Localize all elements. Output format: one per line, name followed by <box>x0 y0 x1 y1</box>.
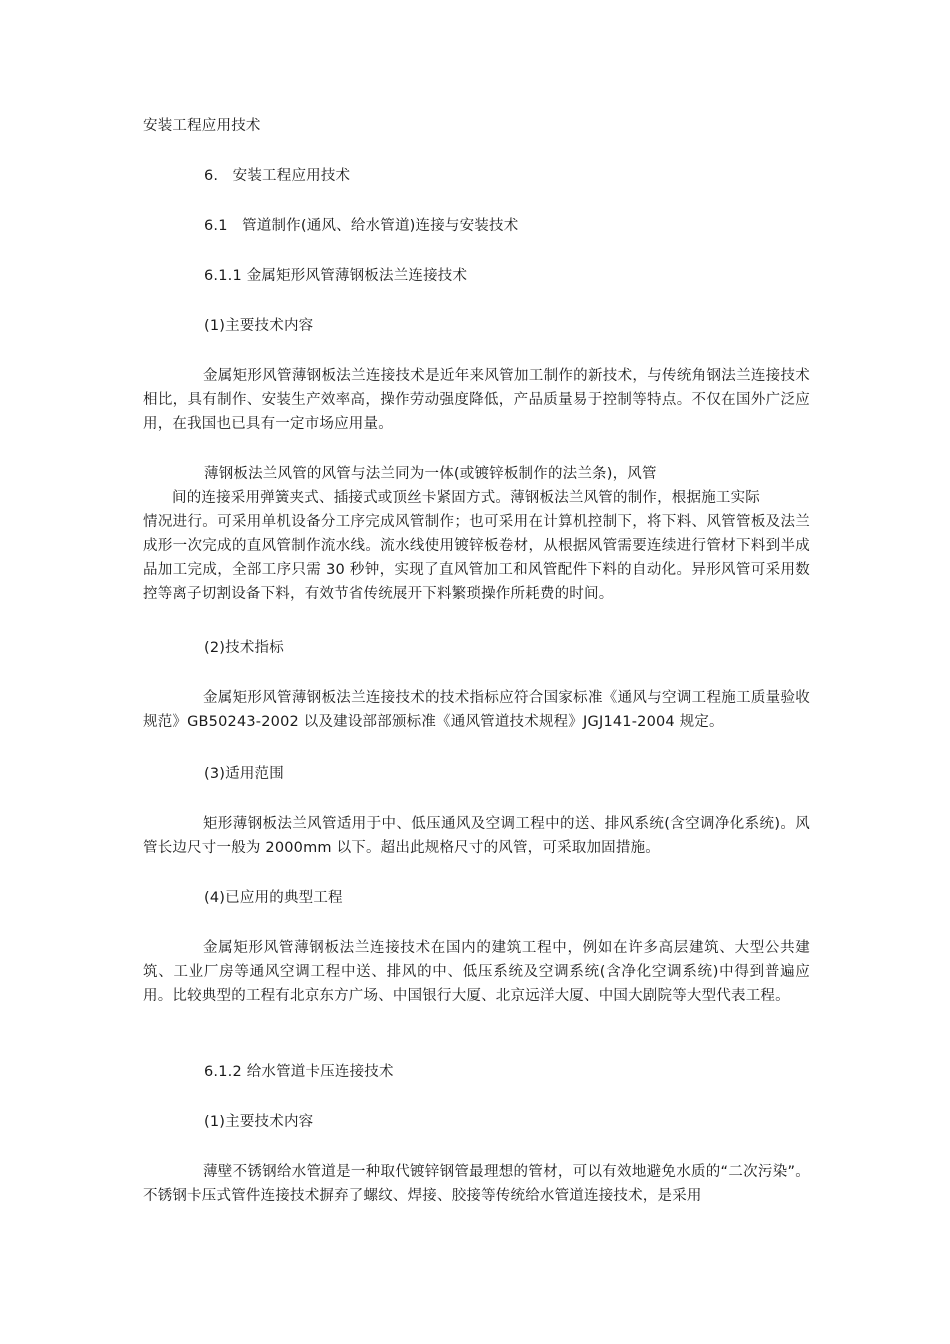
paragraph-technical-indicators <box>143 686 810 734</box>
paragraph-text: 矩形薄钢板法兰风管适用于中、低压通风及空调工程中的送、排风系统(含空调净化系统)。风管长边尺寸一般为 2000mm 以下。超出此规格尺寸的风管，可采取加固措施。 <box>143 816 810 856</box>
heading-section-6-1-2: 6.1.2 给水管道卡压连接技术 <box>204 1064 394 1080</box>
subheading-typical-projects: (4)已应用的典型工程 <box>204 890 343 906</box>
document-title: 安装工程应用技术 <box>143 118 261 134</box>
heading-section-6-1: 6.1 管道制作(通风、给水管道)连接与安装技术 <box>204 218 519 234</box>
subheading-main-content: (1)主要技术内容 <box>204 318 314 334</box>
paragraph-scope <box>143 812 810 860</box>
paragraph-main-content-2-line-1: 薄钢板法兰风管的风管与法兰同为一体(或镀锌板制作的法兰条)，风管 <box>204 466 657 482</box>
paragraph-text: 金属矩形风管薄钢板法兰连接技术的技术指标应符合国家标准《通风与空调工程施工质量验收规范》GB50243-2002 以及建设部部颁标准《通风管道技术规程》JGJ141-2004 规定。 <box>143 690 810 730</box>
paragraph-stainless-pipe <box>143 1160 810 1208</box>
paragraph-text: 金属矩形风管薄钢板法兰连接技术在国内的建筑工程中，例如在许多高层建筑、大型公共建筑、工业厂房等通风空调工程中送、排风的中、低压系统及空调系统(含净化空调系统)中得到普遍应用。比较典型的工程有北京东方广场、中国银行大厦、北京远洋大厦、中国大剧院等大型代表工程。 <box>143 940 810 1004</box>
heading-section-6-1-1: 6.1.1 金属矩形风管薄钢板法兰连接技术 <box>204 268 468 284</box>
paragraph-main-content-2-line-2: 间的连接采用弹簧夹式、插接式或顶丝卡紧固方式。薄钢板法兰风管的制作，根据施工实际 <box>172 490 760 506</box>
paragraph-main-content-2-rest: 情况进行。可采用单机设备分工序完成风管制作；也可采用在计算机控制下，将下料、风管管板及法兰成形一次完成的直风管制作流水线。流水线使用镀锌板卷材，从根据风管需要连续进行管材下料到半成品加工完成，全部工序只需 30 秒钟，实现了直风管加工和风管配件下料的自动化。异形风管可采用数控等离子切割设备下料，有效节省传统展开下料繁琐操作所耗费的时间。 <box>143 514 810 602</box>
subheading-scope: (3)适用范围 <box>204 766 284 782</box>
heading-section-6: 6. 安装工程应用技术 <box>204 168 351 184</box>
subheading-main-content-2: (1)主要技术内容 <box>204 1114 314 1130</box>
paragraph-text: 金属矩形风管薄钢板法兰连接技术是近年来风管加工制作的新技术，与传统角钢法兰连接技术相比，具有制作、安装生产效率高，操作劳动强度降低，产品质量易于控制等特点。不仅在国外广泛应用，在我国也已具有一定市场应用量。 <box>143 368 810 432</box>
paragraph-typical-projects <box>143 936 810 1008</box>
subheading-technical-indicators: (2)技术指标 <box>204 640 284 656</box>
paragraph-main-content-1 <box>143 364 810 436</box>
paragraph-text: 薄壁不锈钢给水管道是一种取代镀锌钢管最理想的管材，可以有效地避免水质的“二次污染”。不锈钢卡压式管件连接技术摒弃了螺纹、焊接、胶接等传统给水管道连接技术，是采用 <box>143 1164 810 1204</box>
